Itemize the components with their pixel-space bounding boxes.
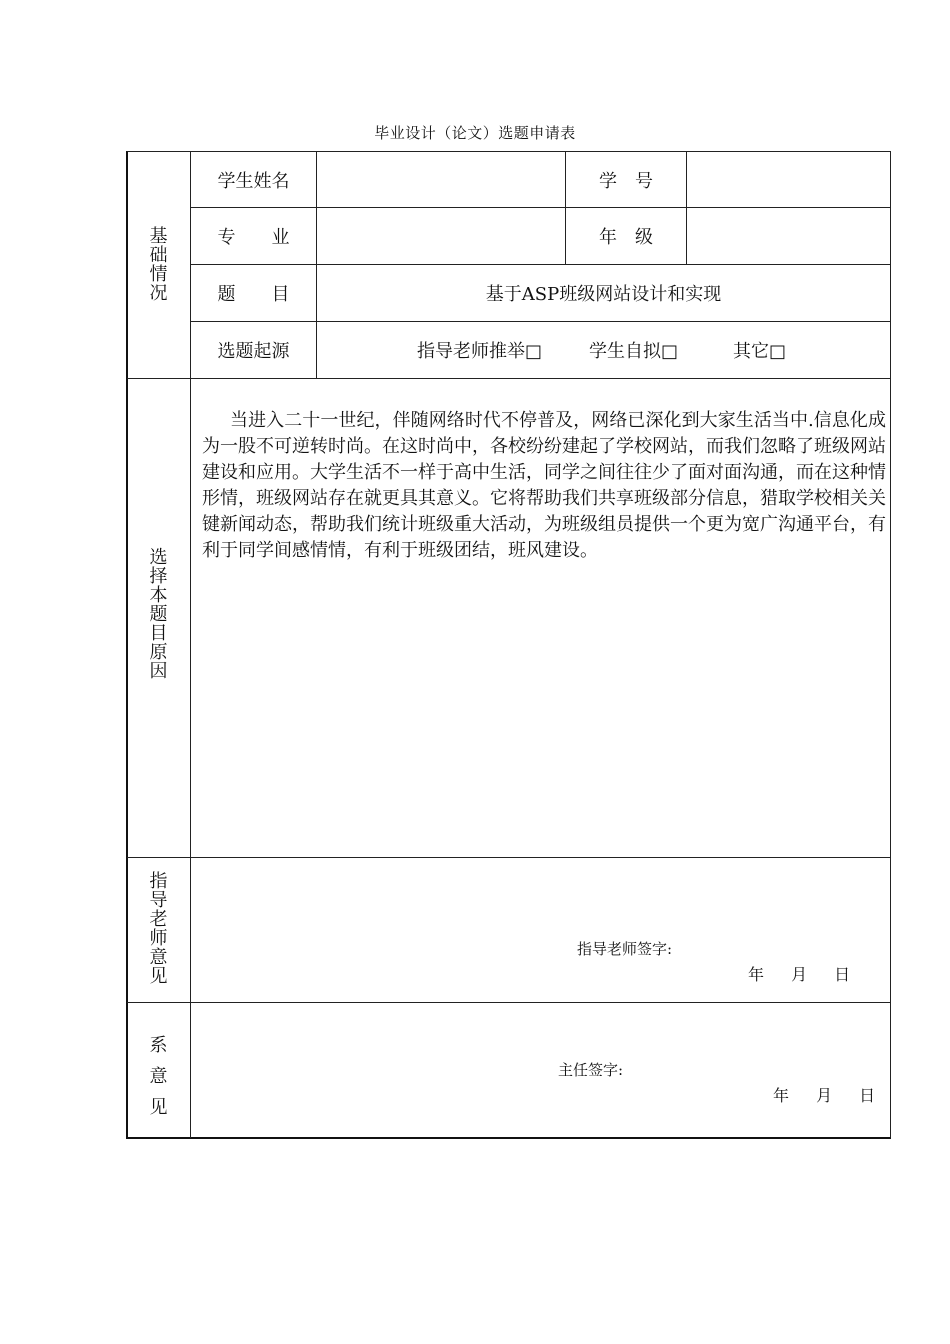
reason-text: 当进入二十一世纪，伴随网络时代不停普及，网络已深化到大家生活当中.信息化成为一股不可逆转时尚。在这时尚中，各校纷纷建起了学校网站，而我们忽略了班级网站建设和应用。大学生活不一样于高中生活，同学之间往往少了面对面沟通，而在这种情形情，班级网站存在就更具其意义。它将帮助我们共享班级部分信息，猎取学校相关关键新闻动态，帮助我们统计班级重大活动，为班级组员提供一个更为宽广沟通平台，有利于同学间感情情，有利于班级团结，班风建设。 (202, 410, 886, 561)
reason-section-label: 选 择 本 题 目 原 因 (149, 547, 168, 682)
section-divider (127, 857, 890, 858)
topic-field[interactable]: 基于ASP班级网站设计和实现 (485, 284, 722, 305)
student-name-label: 学生姓名 (217, 170, 290, 192)
source-option-advisor[interactable]: 指导老师推举□ (417, 341, 543, 362)
form-title: 毕业设计（论文）选题申请表 (374, 124, 576, 142)
student-id-field[interactable] (687, 152, 890, 207)
basic-section-label: 基 础 情 况 (149, 226, 168, 304)
major-field[interactable] (317, 208, 565, 264)
topic-label: 题 目 (217, 284, 290, 305)
section-divider (127, 1002, 890, 1003)
dept-section-label: 系 意 见 (149, 1035, 168, 1118)
student-id-label: 学 号 (599, 170, 653, 192)
dept-signature-label: 主任签字: (558, 1061, 624, 1079)
source-option-other[interactable]: 其它□ (733, 341, 787, 362)
dept-date: 年 月 日 (773, 1086, 876, 1105)
advisor-signature-label: 指导老师签字: (577, 940, 673, 958)
source-option-self[interactable]: 学生自拟□ (589, 341, 679, 362)
advisor-date: 年 月 日 (748, 965, 851, 984)
major-label: 专 业 (217, 227, 290, 248)
grade-field[interactable] (687, 208, 890, 264)
student-name-field[interactable] (317, 152, 565, 207)
grade-label: 年 级 (599, 227, 653, 248)
source-options (317, 322, 890, 378)
source-label: 选题起源 (217, 341, 290, 362)
advisor-section-label: 指 导 老 师 意 见 (149, 871, 168, 987)
section-divider (127, 378, 890, 379)
